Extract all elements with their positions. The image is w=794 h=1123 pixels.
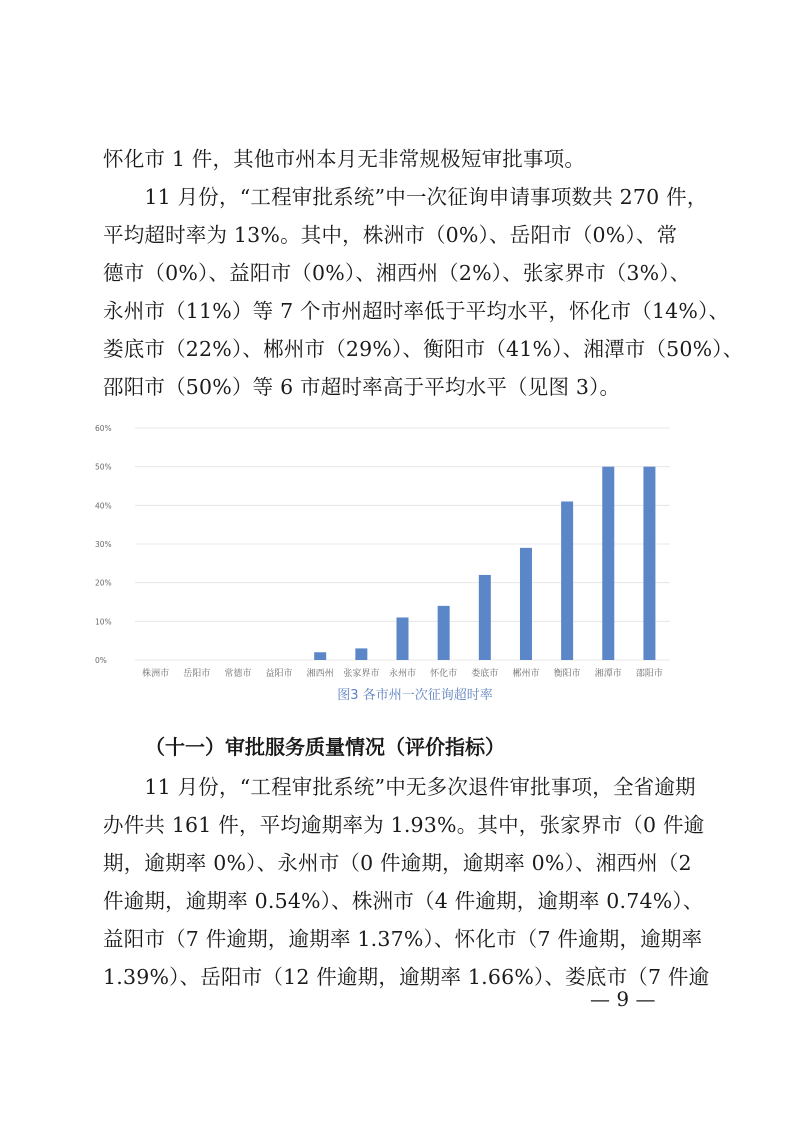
text-line: 怀化市 1 件，其他市州本月无非常规极短审批事项。 <box>103 147 586 171</box>
x-category-label: 娄底市 <box>471 669 499 679</box>
y-tick-label: 60% <box>95 424 112 433</box>
x-category-label: 衡阳市 <box>553 669 581 679</box>
x-category-label: 常德市 <box>224 669 252 679</box>
text-line: 邵阳市（50%）等 6 市超时率高于平均水平（见图 3）。 <box>103 375 621 399</box>
y-tick-label: 50% <box>95 462 112 472</box>
text-line: 件逾期，逾期率 0.54%）、株洲市（4 件逾期，逾期率 0.74%）、 <box>103 889 704 913</box>
bar <box>561 501 573 660</box>
text-line: 办件共 161 件，平均逾期率为 1.93%。其中，张家界市（0 件逾 <box>103 813 705 837</box>
bar <box>314 652 326 660</box>
paragraph-intro <box>103 140 693 178</box>
y-tick-label: 10% <box>95 617 112 627</box>
paragraph-consultation-rate <box>103 178 744 406</box>
x-category-label: 湘潭市 <box>594 669 622 679</box>
x-category-label: 永州市 <box>388 669 417 679</box>
bar <box>438 606 450 660</box>
text-line: 期，逾期率 0%）、永州市（0 件逾期，逾期率 0%）、湘西州（2 <box>103 851 692 875</box>
x-category-label: 张家界市 <box>343 669 380 679</box>
text-line: 平均超时率为 13%。其中，株洲市（0%）、岳阳市（0%）、常 <box>103 223 678 247</box>
text-line: 娄底市（22%）、郴州市（29%）、衡阳市（41%）、湘潭市（50%）、 <box>103 337 744 361</box>
x-category-label: 株洲市 <box>142 669 170 679</box>
text-line: 德市（0%）、益阳市（0%）、湘西州（2%）、张家界市（3%）、 <box>103 261 691 285</box>
y-tick-label: 0% <box>95 656 107 665</box>
y-tick-label: 40% <box>95 501 112 511</box>
chart-caption: 图3 各市州一次征询超时率 <box>337 688 493 703</box>
text-line: 1.39%）、岳阳市（12 件逾期，逾期率 1.66%）、娄底市（7 件逾 <box>103 965 710 989</box>
bar <box>397 617 409 660</box>
text-line: 11 月份，“工程审批系统”中一次征询申请事项数共 270 件， <box>103 185 708 209</box>
bar <box>643 467 655 660</box>
text-line: 益阳市（7 件逾期，逾期率 1.37%）、怀化市（7 件逾期，逾期率 <box>103 927 703 951</box>
x-category-label: 郴州市 <box>512 669 540 679</box>
text-line: 永州市（11%）等 7 个市州超时率低于平均水平，怀化市（14%）、 <box>103 299 730 323</box>
x-category-label: 岳阳市 <box>183 669 211 679</box>
y-tick-label: 30% <box>95 540 112 549</box>
x-category-label: 邵阳市 <box>635 669 663 679</box>
x-category-label: 湘西州 <box>306 669 334 679</box>
paragraph-service-quality <box>103 768 710 996</box>
bar <box>355 648 367 660</box>
page-number: — 9 — <box>590 987 656 1011</box>
y-tick-label: 20% <box>95 578 112 588</box>
bar <box>520 548 532 660</box>
section-heading: （十一）审批服务质量情况（评价指标） <box>145 735 505 759</box>
x-category-label: 怀化市 <box>430 669 458 679</box>
x-category-label: 益阳市 <box>265 669 293 679</box>
bar-chart-timeout-rate <box>90 418 690 688</box>
text-line: 11 月份，“工程审批系统”中无多次退件审批事项，全省逾期 <box>103 775 696 799</box>
bar <box>602 467 614 660</box>
bar <box>479 575 491 660</box>
